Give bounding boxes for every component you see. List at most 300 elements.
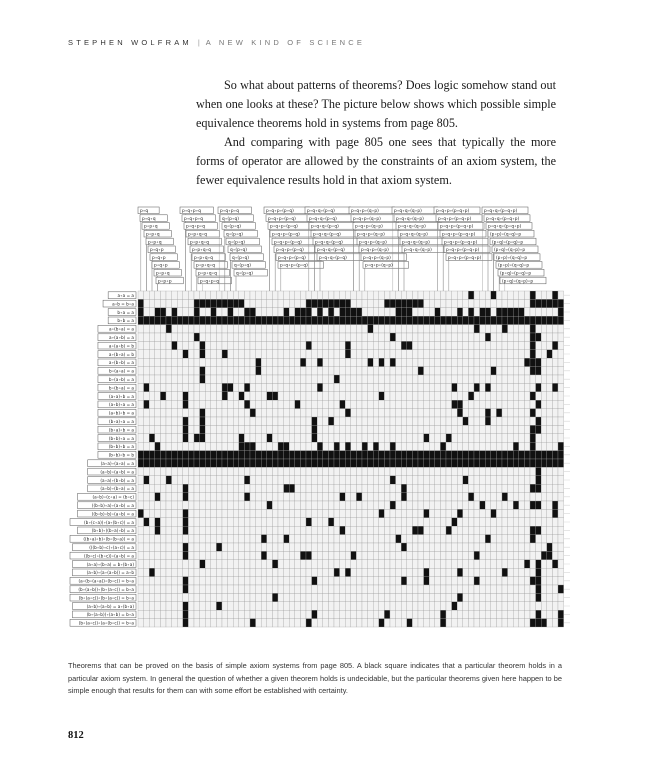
filled-cell [239, 392, 245, 400]
filled-cell [446, 459, 452, 467]
empty-cell [496, 535, 502, 543]
empty-cell [468, 484, 474, 492]
empty-cell [480, 493, 486, 501]
empty-cell [502, 476, 508, 484]
empty-cell [345, 493, 351, 501]
empty-cell [440, 484, 446, 492]
filled-cell [216, 316, 222, 324]
empty-cell [552, 400, 558, 408]
empty-cell [424, 425, 430, 433]
empty-cell [412, 434, 418, 442]
empty-cell [284, 543, 290, 551]
filled-cell [183, 602, 189, 610]
empty-cell [334, 341, 340, 349]
empty-cell [384, 341, 390, 349]
empty-cell [401, 535, 407, 543]
column-label: q∘(p∘q) [226, 232, 243, 238]
filled-cell [424, 434, 430, 442]
empty-cell [334, 392, 340, 400]
empty-cell [485, 375, 491, 383]
empty-cell [429, 493, 435, 501]
empty-cell [289, 358, 295, 366]
empty-cell [396, 417, 402, 425]
empty-cell [429, 535, 435, 543]
empty-cell [261, 375, 267, 383]
empty-cell [345, 375, 351, 383]
empty-cell [368, 417, 374, 425]
empty-cell [233, 577, 239, 585]
empty-cell [250, 484, 256, 492]
empty-cell [284, 467, 290, 475]
empty-cell [250, 568, 256, 576]
column-label: p∘q∘q∘(p∘q) [307, 209, 335, 215]
filled-cell [468, 493, 474, 501]
empty-cell [278, 484, 284, 492]
empty-cell [188, 518, 194, 526]
filled-cell [328, 308, 334, 316]
empty-cell [418, 358, 424, 366]
empty-cell [222, 518, 228, 526]
empty-cell [356, 350, 362, 358]
empty-cell [452, 543, 458, 551]
empty-cell [149, 383, 155, 391]
empty-cell [194, 425, 200, 433]
filled-cell [233, 459, 239, 467]
empty-cell [144, 560, 150, 568]
filled-cell [155, 442, 161, 450]
empty-cell [457, 560, 463, 568]
empty-cell [429, 400, 435, 408]
empty-cell [485, 392, 491, 400]
empty-cell [351, 568, 357, 576]
empty-cell [149, 610, 155, 618]
empty-cell [396, 350, 402, 358]
filled-cell [480, 501, 486, 509]
empty-cell [211, 291, 217, 299]
empty-cell [485, 350, 491, 358]
empty-cell [446, 493, 452, 501]
empty-cell [356, 535, 362, 543]
empty-cell [340, 375, 346, 383]
empty-cell [194, 619, 200, 627]
empty-cell [418, 551, 424, 559]
filled-cell [356, 493, 362, 501]
empty-cell [496, 392, 502, 400]
empty-cell [468, 602, 474, 610]
filled-cell [379, 459, 385, 467]
filled-cell [468, 308, 474, 316]
empty-cell [513, 325, 519, 333]
empty-cell [379, 593, 385, 601]
filled-cell [536, 400, 542, 408]
empty-cell [368, 383, 374, 391]
empty-cell [300, 383, 306, 391]
empty-cell [418, 484, 424, 492]
empty-cell [536, 493, 542, 501]
empty-cell [306, 467, 312, 475]
empty-cell [368, 551, 374, 559]
empty-cell [312, 442, 318, 450]
empty-cell [396, 493, 402, 501]
empty-cell [289, 501, 295, 509]
empty-cell [429, 350, 435, 358]
filled-cell [205, 459, 211, 467]
empty-cell [188, 434, 194, 442]
column-label: p∘q∘q∘(q∘p) [402, 240, 430, 246]
empty-cell [200, 476, 206, 484]
filled-cell [412, 459, 418, 467]
empty-cell [474, 434, 480, 442]
empty-cell [300, 299, 306, 307]
filled-cell [295, 308, 301, 316]
empty-cell [205, 551, 211, 559]
empty-cell [272, 509, 278, 517]
empty-cell [396, 367, 402, 375]
empty-cell [284, 434, 290, 442]
empty-cell [340, 602, 346, 610]
empty-cell [183, 568, 189, 576]
empty-cell [513, 619, 519, 627]
filled-cell [345, 350, 351, 358]
empty-cell [250, 501, 256, 509]
empty-cell [340, 543, 346, 551]
empty-cell [328, 367, 334, 375]
empty-cell [233, 350, 239, 358]
filled-cell [396, 459, 402, 467]
empty-cell [233, 425, 239, 433]
theorem-grid-figure [68, 205, 628, 653]
empty-cell [547, 610, 553, 618]
filled-cell [530, 526, 536, 534]
empty-cell [239, 333, 245, 341]
empty-cell [474, 308, 480, 316]
empty-cell [144, 602, 150, 610]
row-label: b∘(b∘a) = a [108, 385, 134, 391]
empty-cell [289, 467, 295, 475]
empty-cell [412, 560, 418, 568]
empty-cell [172, 610, 178, 618]
filled-cell [334, 375, 340, 383]
empty-cell [524, 400, 530, 408]
filled-cell [530, 341, 536, 349]
empty-cell [340, 585, 346, 593]
empty-cell [295, 585, 301, 593]
filled-cell [312, 425, 318, 433]
empty-cell [379, 568, 385, 576]
empty-cell [228, 543, 234, 551]
empty-cell [491, 375, 497, 383]
empty-cell [368, 619, 374, 627]
empty-cell [278, 434, 284, 442]
empty-cell [362, 526, 368, 534]
row-label: (a∘b)∘(b∘a) = a [100, 486, 134, 492]
empty-cell [384, 375, 390, 383]
empty-cell [440, 560, 446, 568]
empty-cell [435, 476, 441, 484]
filled-cell [317, 308, 323, 316]
empty-cell [457, 341, 463, 349]
filled-cell [351, 316, 357, 324]
empty-cell [446, 417, 452, 425]
empty-cell [334, 619, 340, 627]
empty-cell [261, 619, 267, 627]
empty-cell [485, 341, 491, 349]
empty-cell [452, 585, 458, 593]
empty-cell [412, 291, 418, 299]
empty-cell [446, 383, 452, 391]
empty-cell [468, 560, 474, 568]
empty-cell [205, 619, 211, 627]
empty-cell [552, 358, 558, 366]
empty-cell [524, 291, 530, 299]
filled-cell [267, 316, 273, 324]
empty-cell [239, 535, 245, 543]
empty-cell [373, 619, 379, 627]
empty-cell [340, 593, 346, 601]
empty-cell [244, 291, 250, 299]
empty-cell [211, 551, 217, 559]
empty-cell [435, 493, 441, 501]
empty-cell [508, 568, 514, 576]
empty-cell [216, 493, 222, 501]
empty-cell [396, 509, 402, 517]
empty-cell [368, 577, 374, 585]
empty-cell [295, 350, 301, 358]
empty-cell [216, 526, 222, 534]
filled-cell [384, 459, 390, 467]
column-label: p∘p∘q∘q [188, 232, 207, 238]
empty-cell [440, 333, 446, 341]
empty-cell [502, 593, 508, 601]
empty-cell [188, 341, 194, 349]
empty-cell [261, 484, 267, 492]
empty-cell [435, 602, 441, 610]
empty-cell [222, 291, 228, 299]
empty-cell [401, 501, 407, 509]
filled-cell [284, 451, 290, 459]
empty-cell [407, 602, 413, 610]
empty-cell [211, 593, 217, 601]
empty-cell [172, 476, 178, 484]
filled-cell [160, 308, 166, 316]
filled-cell [183, 543, 189, 551]
filled-cell [468, 392, 474, 400]
empty-cell [323, 560, 329, 568]
empty-cell [547, 602, 553, 610]
empty-cell [379, 434, 385, 442]
filled-cell [345, 459, 351, 467]
empty-cell [396, 358, 402, 366]
empty-cell [205, 400, 211, 408]
empty-cell [440, 375, 446, 383]
empty-cell [278, 610, 284, 618]
empty-cell [222, 375, 228, 383]
empty-cell [177, 551, 183, 559]
empty-cell [491, 602, 497, 610]
empty-cell [435, 367, 441, 375]
empty-cell [261, 434, 267, 442]
empty-cell [552, 526, 558, 534]
empty-cell [457, 484, 463, 492]
empty-cell [480, 526, 486, 534]
filled-cell [284, 484, 290, 492]
column-label: p∘q∘q∘(p∘q∘p) [486, 216, 520, 222]
empty-cell [485, 325, 491, 333]
empty-cell [194, 375, 200, 383]
empty-cell [211, 400, 217, 408]
empty-cell [485, 602, 491, 610]
filled-cell [138, 308, 144, 316]
empty-cell [508, 577, 514, 585]
empty-cell [188, 551, 194, 559]
empty-cell [368, 392, 374, 400]
empty-cell [328, 291, 334, 299]
empty-cell [188, 543, 194, 551]
empty-cell [267, 417, 273, 425]
empty-cell [418, 409, 424, 417]
empty-cell [474, 425, 480, 433]
filled-cell [278, 442, 284, 450]
filled-cell [379, 619, 385, 627]
empty-cell [457, 526, 463, 534]
empty-cell [250, 350, 256, 358]
empty-cell [284, 568, 290, 576]
empty-cell [166, 358, 172, 366]
empty-cell [345, 518, 351, 526]
empty-cell [149, 409, 155, 417]
filled-cell [328, 417, 334, 425]
empty-cell [261, 417, 267, 425]
empty-cell [278, 333, 284, 341]
empty-cell [256, 383, 262, 391]
empty-cell [463, 308, 469, 316]
empty-cell [440, 568, 446, 576]
empty-cell [188, 291, 194, 299]
filled-cell [233, 451, 239, 459]
empty-cell [541, 543, 547, 551]
empty-cell [524, 476, 530, 484]
empty-cell [429, 509, 435, 517]
empty-cell [205, 518, 211, 526]
empty-cell [390, 493, 396, 501]
empty-cell [418, 543, 424, 551]
empty-cell [446, 518, 452, 526]
empty-cell [284, 551, 290, 559]
empty-cell [261, 333, 267, 341]
empty-cell [289, 383, 295, 391]
empty-cell [463, 593, 469, 601]
column-label: p∘q∘p∘(q∘p) [357, 232, 385, 238]
empty-cell [200, 577, 206, 585]
empty-cell [250, 467, 256, 475]
empty-cell [508, 619, 514, 627]
empty-cell [256, 442, 262, 450]
empty-cell [256, 593, 262, 601]
empty-cell [429, 308, 435, 316]
empty-cell [155, 543, 161, 551]
empty-cell [440, 358, 446, 366]
filled-cell [547, 459, 553, 467]
empty-cell [424, 526, 430, 534]
empty-cell [541, 325, 547, 333]
empty-cell [177, 610, 183, 618]
empty-cell [345, 610, 351, 618]
empty-cell [278, 501, 284, 509]
filled-cell [222, 392, 228, 400]
filled-cell [250, 451, 256, 459]
filled-cell [412, 316, 418, 324]
empty-cell [166, 543, 172, 551]
empty-cell [278, 526, 284, 534]
empty-cell [496, 484, 502, 492]
empty-cell [334, 610, 340, 618]
empty-cell [172, 383, 178, 391]
empty-cell [289, 593, 295, 601]
empty-cell [267, 333, 273, 341]
empty-cell [429, 434, 435, 442]
column-label: p∘q∘p∘(q∘p) [365, 263, 393, 269]
filled-cell [306, 299, 312, 307]
empty-cell [177, 619, 183, 627]
filled-cell [401, 299, 407, 307]
empty-cell [155, 535, 161, 543]
empty-cell [166, 425, 172, 433]
row-label: a∘b = b∘a [112, 301, 134, 307]
empty-cell [379, 610, 385, 618]
empty-cell [396, 442, 402, 450]
empty-cell [407, 518, 413, 526]
empty-cell [244, 568, 250, 576]
empty-cell [312, 535, 318, 543]
empty-cell [457, 383, 463, 391]
filled-cell [396, 535, 402, 543]
filled-cell [138, 459, 144, 467]
empty-cell [228, 560, 234, 568]
empty-cell [172, 484, 178, 492]
empty-cell [312, 325, 318, 333]
empty-cell [149, 518, 155, 526]
empty-cell [485, 501, 491, 509]
empty-cell [474, 358, 480, 366]
filled-cell [149, 316, 155, 324]
empty-cell [284, 493, 290, 501]
empty-cell [396, 518, 402, 526]
empty-cell [216, 400, 222, 408]
empty-cell [211, 417, 217, 425]
empty-cell [289, 417, 295, 425]
empty-cell [295, 619, 301, 627]
empty-cell [177, 442, 183, 450]
empty-cell [166, 333, 172, 341]
empty-cell [491, 560, 497, 568]
empty-cell [524, 619, 530, 627]
empty-cell [149, 467, 155, 475]
empty-cell [508, 610, 514, 618]
filled-cell [244, 316, 250, 324]
filled-cell [172, 459, 178, 467]
filled-cell [272, 392, 278, 400]
empty-cell [368, 602, 374, 610]
empty-cell [418, 400, 424, 408]
empty-cell [183, 409, 189, 417]
empty-cell [558, 425, 564, 433]
empty-cell [317, 619, 323, 627]
empty-cell [440, 291, 446, 299]
empty-cell [446, 602, 452, 610]
empty-cell [373, 593, 379, 601]
filled-cell [362, 316, 368, 324]
empty-cell [272, 568, 278, 576]
